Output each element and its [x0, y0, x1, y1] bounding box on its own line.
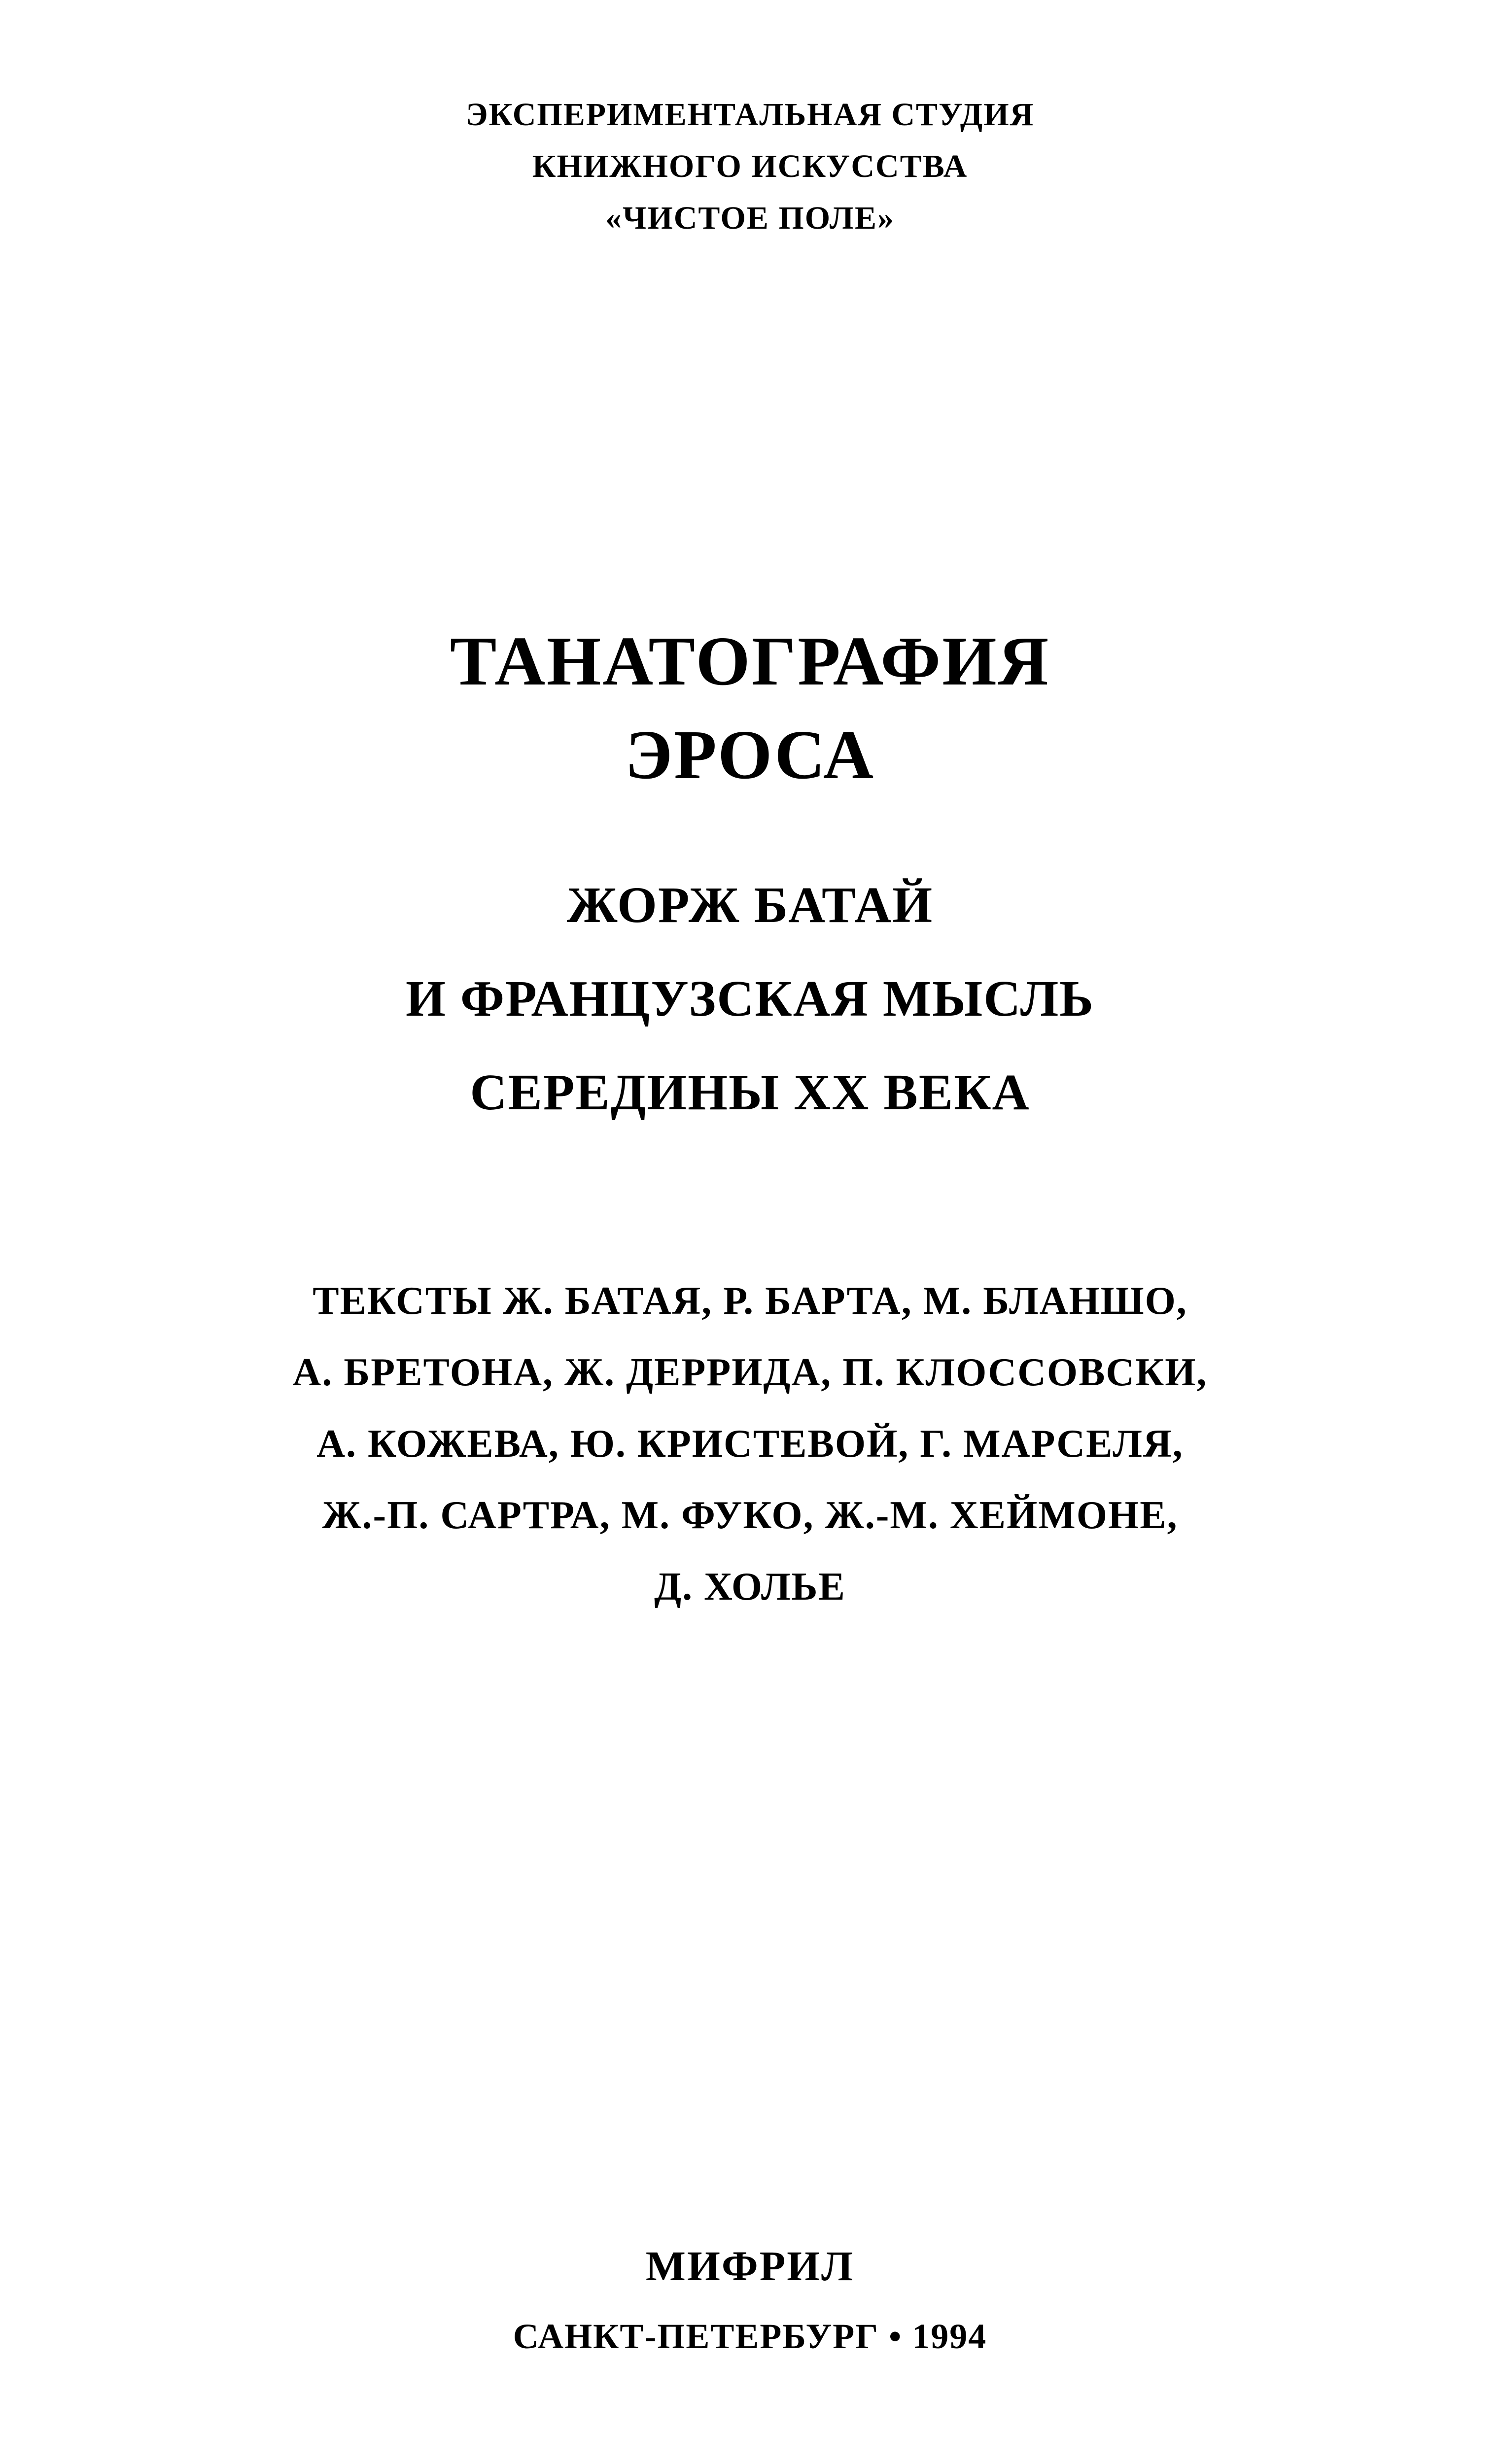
publisher-line-2: КНИЖНОГО ИСКУССТВА: [532, 148, 968, 184]
subtitle-line-1: ЖОРЖ БАТАЙ: [566, 877, 934, 933]
title-line-1: ТАНАТОГРАФИЯ: [450, 622, 1050, 700]
imprint-publisher-name: МИФРИЛ: [645, 2242, 855, 2290]
contributors-line-3: А. КОЖЕВА, Ю. КРИСТЕВОЙ, Г. МАРСЕЛЯ,: [316, 1422, 1184, 1466]
contributors-line-4: Ж.-П. САРТРА, М. ФУКО, Ж.-М. ХЕЙМОНЕ,: [322, 1494, 1178, 1537]
title-line-2: ЭРОСА: [625, 716, 875, 793]
contributors-line-1: ТЕКСТЫ Ж. БАТАЯ, Р. БАРТА, М. БЛАНШО,: [313, 1279, 1187, 1323]
publisher-line-3: «ЧИСТОЕ ПОЛЕ»: [605, 200, 895, 236]
publisher-line-1: ЭКСПЕРИМЕНТАЛЬНАЯ СТУДИЯ: [465, 97, 1035, 133]
contributors-line-2: А. БРЕТОНА, Ж. ДЕРРИДА, П. КЛОССОВСКИ,: [292, 1351, 1208, 1394]
subtitle-line-3: СЕРЕДИНЫ XX ВЕКА: [470, 1064, 1030, 1121]
imprint-place-year: САНКТ-ПЕТЕРБУРГ • 1994: [513, 2317, 987, 2356]
contributors-line-5: Д. ХОЛЬЕ: [654, 1565, 846, 1608]
subtitle-line-2: И ФРАНЦУЗСКАЯ МЫСЛЬ: [406, 970, 1094, 1027]
